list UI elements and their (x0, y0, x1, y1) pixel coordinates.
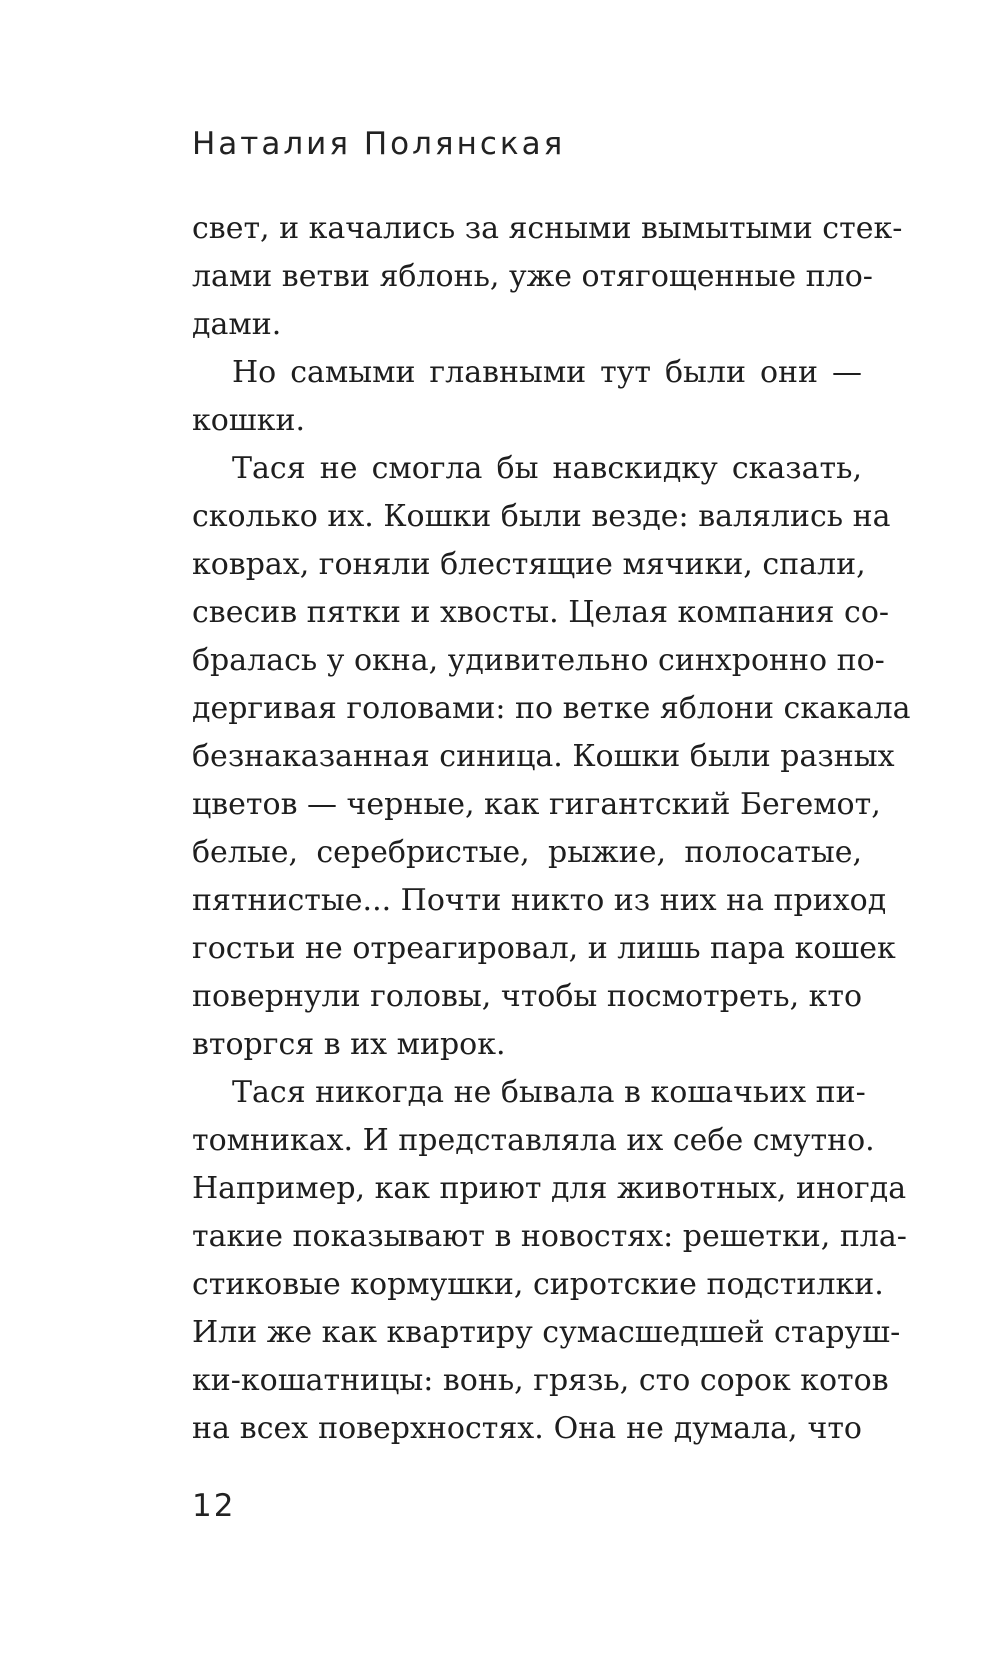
text-line: пятнистые... Почти никто из них на приход (192, 883, 887, 918)
page-number: 12 (192, 1488, 236, 1524)
text-line: Например, как приют для животных, иногда (192, 1171, 907, 1206)
text-line: на всех поверхностях. Она не думала, что (192, 1411, 862, 1446)
text-line: дами. (192, 307, 282, 342)
running-head-author: Наталия Полянская (192, 126, 566, 162)
text-line: коврах, гоняли блестящие мячики, спали, (192, 547, 866, 582)
text-line: такие показывают в новостях: решетки, пла- (192, 1219, 907, 1254)
text-line: ки-кошатницы: вонь, грязь, сто сорок котов (192, 1363, 889, 1398)
text-line: свесив пятки и хвосты. Целая компания со- (192, 595, 890, 630)
text-line: безнаказанная синица. Кошки были разных (192, 739, 895, 774)
text-line: повернули головы, чтобы посмотреть, кто (192, 979, 863, 1014)
text-line: лами ветви яблонь, уже отягощенные пло- (192, 259, 873, 294)
text-line: белые, серебристые, рыжие, полосатые, (192, 835, 862, 870)
text-line: Тася никогда не бывала в кошачьих пи- (232, 1075, 866, 1110)
text-line: Тася не смогла бы навскидку сказать, (232, 451, 862, 486)
text-line: Но самыми главными тут были они — (232, 355, 862, 390)
text-line: вторгся в их мирок. (192, 1027, 506, 1062)
text-line: кошки. (192, 403, 305, 438)
text-line: сколько их. Кошки были везде: валялись на (192, 499, 891, 534)
text-line: стиковые кормушки, сиротские подстилки. (192, 1267, 884, 1302)
text-line: Или же как квартиру сумасшедшей старуш- (192, 1315, 901, 1350)
body-text (192, 205, 911, 1453)
text-line: гостьи не отреагировал, и лишь пара кошек (192, 931, 896, 966)
text-line: свет, и качались за ясными вымытыми стек- (192, 211, 903, 246)
text-line: томниках. И представляла их себе смутно. (192, 1123, 875, 1158)
text-line: дергивая головами: по ветке яблони скакала (192, 691, 911, 726)
text-line: бралась у окна, удивительно синхронно по- (192, 643, 885, 678)
text-line: цветов — черные, как гигантский Бегемот, (192, 787, 881, 822)
